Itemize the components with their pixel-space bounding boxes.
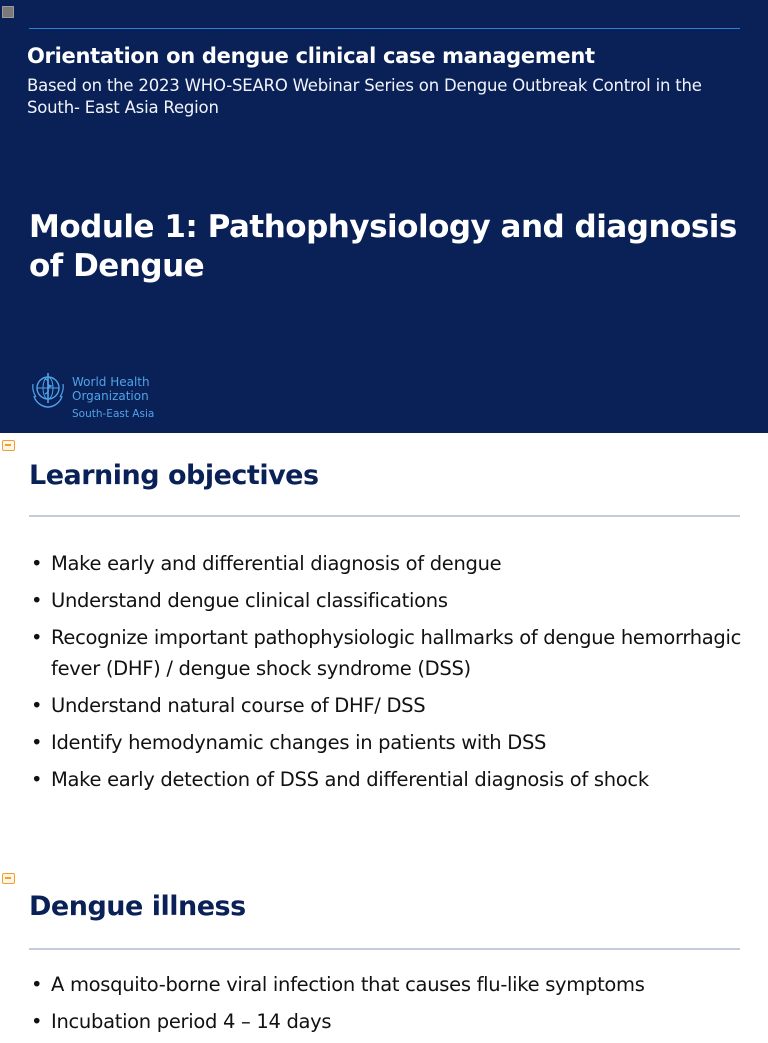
course-title: Orientation on dengue clinical case management bbox=[27, 44, 595, 68]
learning-objectives-list bbox=[29, 548, 749, 801]
slide-thumbnail-icon[interactable] bbox=[2, 6, 14, 18]
list-item: • Recognize important pathophysiologic hallmarks of dengue hemorrhagic fever (DHF) / dengue shock syndrome (DSS) bbox=[29, 622, 749, 684]
who-name-line1: World Health bbox=[72, 375, 150, 389]
who-region: South-East Asia bbox=[72, 408, 155, 420]
section-divider bbox=[29, 948, 740, 950]
list-item: • Understand dengue clinical classifications bbox=[29, 585, 749, 616]
who-name bbox=[72, 375, 150, 403]
comment-icon[interactable] bbox=[2, 873, 15, 884]
list-item: • A mosquito-borne viral infection that causes flu-like symptoms bbox=[29, 969, 749, 1000]
list-item: • Understand natural course of DHF/ DSS bbox=[29, 690, 749, 721]
module-title: Module 1: Pathophysiology and diagnosis of Dengue bbox=[29, 209, 737, 284]
comment-icon[interactable] bbox=[2, 440, 15, 451]
who-name-line2: Organization bbox=[72, 389, 149, 403]
section-divider bbox=[29, 515, 740, 517]
list-item: • Identify hemodynamic changes in patients with DSS bbox=[29, 727, 749, 758]
dengue-illness-list bbox=[29, 969, 749, 1043]
list-item: • Incubation period 4 – 14 days bbox=[29, 1006, 749, 1037]
header-divider bbox=[29, 28, 740, 29]
learning-objectives-title: Learning objectives bbox=[29, 460, 319, 491]
course-subtitle: Based on the 2023 WHO-SEARO Webinar Series on Dengue Outbreak Control in the South- East Asia Region bbox=[27, 76, 702, 117]
dengue-illness-title: Dengue illness bbox=[29, 891, 246, 922]
who-emblem-icon bbox=[28, 370, 68, 410]
who-logo bbox=[28, 370, 158, 424]
title-slide bbox=[0, 0, 768, 433]
list-item: • Make early detection of DSS and differential diagnosis of shock bbox=[29, 764, 749, 795]
list-item: • Make early and differential diagnosis of dengue bbox=[29, 548, 749, 579]
